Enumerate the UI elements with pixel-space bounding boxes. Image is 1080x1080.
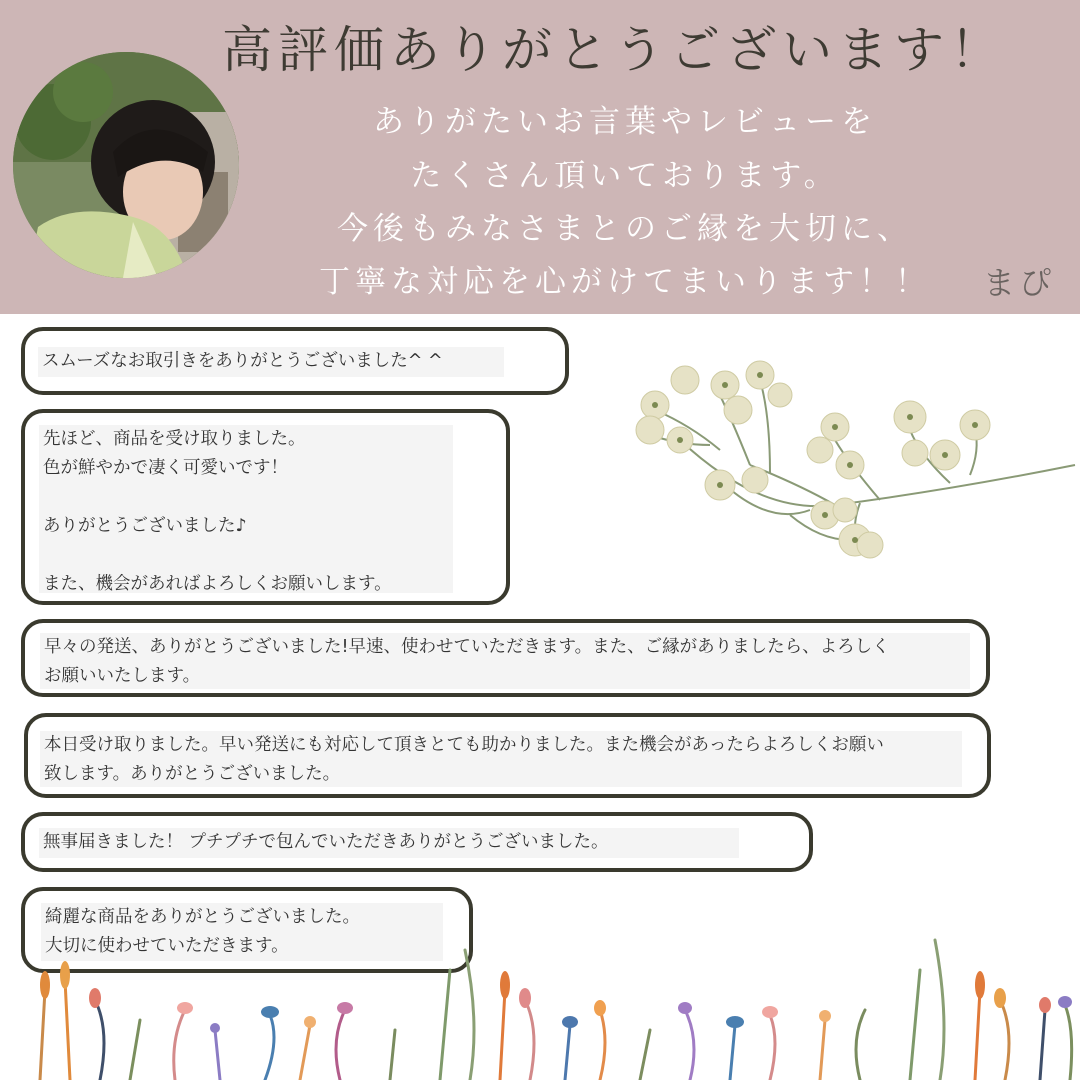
review-text-3: 早々の発送、ありがとうございました!早速、使わせていただきます。また、ご縁がありましたら、よろしく お願いいたします。 <box>40 633 970 689</box>
header-message-line-1: ありがたいお言葉やレビューを <box>373 104 877 140</box>
review-text-6: 綺麗な商品をありがとうございました。 大切に使わせていただきます。 <box>41 903 443 961</box>
review-text-5: 無事届きました！ プチプチで包んでいただきありがとうございました。 <box>39 828 739 858</box>
review-bubble-2 <box>21 409 510 605</box>
avatar-photo <box>13 52 239 278</box>
wildflower-footer-decoration <box>0 930 1080 1080</box>
review-bubble-5 <box>21 812 813 872</box>
review-text-1: スムーズなお取引きをありがとうございました^ ^ <box>38 347 504 377</box>
page-title: 高評価ありがとうございます！ <box>222 21 1006 79</box>
review-bubble-4 <box>24 713 991 798</box>
review-text-2: 先ほど、商品を受け取りました。 色が鮮やかで凄く可愛いです！ ありがとうございました♪ また、機会があればよろしくお願いします。 <box>39 425 453 593</box>
flower-branch-decoration <box>620 355 1080 575</box>
signature: まぴ <box>983 264 1056 302</box>
header-message-line-3: 今後もみなさまとのご縁を大切に、 <box>337 211 913 247</box>
profile-avatar <box>13 52 239 278</box>
header-message-line-2: たくさん頂いております。 <box>410 158 840 194</box>
review-bubble-3 <box>21 619 990 697</box>
header-message-line-4: 丁寧な対応を心がけてまいります！！ <box>319 264 931 300</box>
review-text-4: 本日受け取りました。早い発送にも対応して頂きとても助かりました。また機会があったらよろしくお願い 致します。ありがとうございました。 <box>40 731 962 787</box>
review-bubble-1 <box>21 327 569 395</box>
